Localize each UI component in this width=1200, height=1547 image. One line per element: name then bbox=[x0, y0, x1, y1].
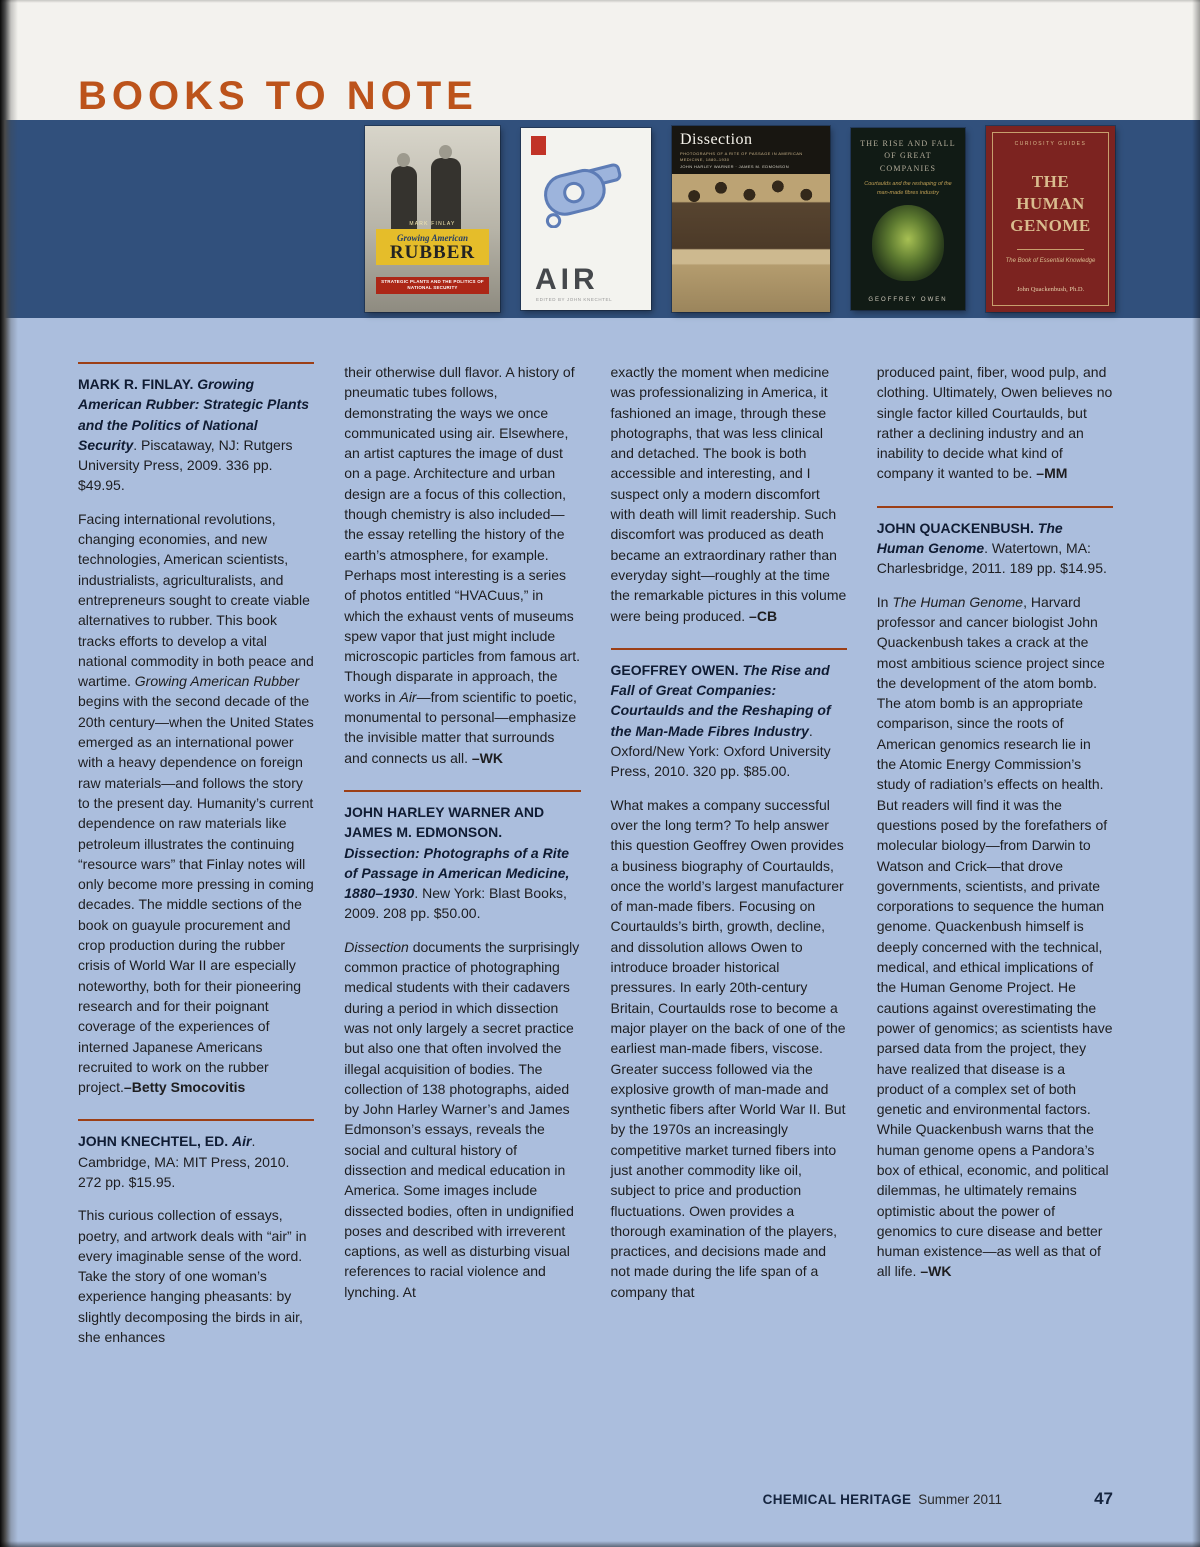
text-run: –WK bbox=[920, 1263, 952, 1280]
review-paragraph bbox=[877, 592, 1113, 1282]
text-run: Air bbox=[232, 1133, 252, 1150]
cover-title-main: RUBBER bbox=[389, 242, 476, 263]
cover-author: MARK FINLAY bbox=[409, 221, 456, 227]
section-rule bbox=[877, 506, 1113, 508]
magazine-name: CHEMICAL HERITAGE bbox=[762, 1492, 912, 1507]
review-citation bbox=[611, 660, 847, 782]
text-run: –Betty Smocovitis bbox=[123, 1079, 246, 1096]
publisher-logo bbox=[531, 136, 546, 155]
review-citation bbox=[344, 802, 580, 924]
text-run: documents the surprisingly common practice of photographing medical students with their cadavers during a period in which dissection was not only largely a secret practice but also one that often involved the illegal acquisition of bodies. The collection of 138 photographs, aided by John Harley Warner’s and James Edmonson’s essays, reveals the social and cultural history of dissection and medical education in America. Some images include dissected bodies, often in undignified poses and described with irreverent captions, as well as disturbing visual references to racial violence and lynching. At bbox=[344, 938, 580, 1300]
book-cover-growing-american-rubber bbox=[365, 126, 500, 312]
text-run: . Piscataway, NJ: Rutgers University Press, 2009. 336 pp. $49.95. bbox=[78, 436, 293, 494]
text-run: JOHN HARLEY WARNER AND JAMES M. EDMONSON. bbox=[344, 803, 545, 841]
text-run: –MM bbox=[1036, 465, 1068, 482]
cover-series: CURIOSITY GUIDES bbox=[1014, 141, 1087, 147]
review-paragraph bbox=[877, 362, 1113, 484]
cover-artwork bbox=[872, 205, 944, 281]
cover-title-box bbox=[376, 229, 489, 265]
cover-authors: JOHN HARLEY WARNER · JAMES M. EDMONSON bbox=[680, 164, 789, 170]
review-paragraph bbox=[611, 795, 847, 1302]
text-run: MARK R. FINLAY. bbox=[78, 376, 198, 392]
text-run: Growing American Rubber bbox=[134, 673, 300, 690]
section-rule bbox=[611, 648, 847, 650]
review-paragraph bbox=[344, 362, 580, 768]
cover-frame bbox=[992, 132, 1109, 306]
cover-title-block bbox=[672, 126, 830, 174]
issue-label: Summer 2011 bbox=[918, 1492, 1003, 1507]
review-columns bbox=[78, 362, 1113, 1360]
text-run: . Cambridge, MA: MIT Press, 2010. 272 pp. $15.95. bbox=[78, 1133, 290, 1190]
text-run: This curious collection of essays, poetry, and artwork deals with “air” in every imaginable sense of the word. Take the story of one woman’s experience hanging pheasants: by slightly decomposing the birds in air, she enhances bbox=[78, 1207, 307, 1346]
review-paragraph bbox=[78, 509, 314, 1098]
text-run: . New York: Blast Books, 2009. 208 pp. $50.00. bbox=[344, 885, 567, 922]
text-column-3 bbox=[611, 362, 847, 1315]
cover-credit: EDITED BY JOHN KNECHTEL bbox=[536, 297, 613, 302]
text-run: –CB bbox=[749, 607, 778, 624]
cover-photo bbox=[672, 174, 830, 312]
review-paragraph bbox=[78, 1205, 314, 1347]
text-run: Dissection: Photographs of a Rite of Passage in American Medicine, 1880–1930 bbox=[344, 844, 570, 902]
cover-title: THE HUMAN GENOME bbox=[1010, 172, 1091, 236]
text-run: GEOFFREY OWEN. bbox=[610, 661, 743, 678]
cover-photo-figure-head bbox=[439, 145, 452, 159]
text-column-4 bbox=[877, 362, 1113, 1295]
text-run: their otherwise dull flavor. A history of pneumatic tubes follows, demonstrating the ways we once communicated using air. Elsewhere, an artist captures the image of dust on a page. Architecture and urban design are a focus of this collection, though chemistry is also included—the essay retelling the history of the earth’s atmosphere, for example. Perhaps most interesting is a series of photos entitled “HVACuus,” in which the exhaust vents of museums spew vapor that just might include microscopic particles from famous art. Though disparate in approach, the works in bbox=[344, 364, 580, 705]
book-cover-dissection bbox=[672, 126, 830, 312]
cover-photo-figure-head bbox=[397, 153, 410, 167]
text-run: Dissection bbox=[344, 938, 409, 955]
review-citation bbox=[78, 1131, 314, 1192]
text-run: JOHN QUACKENBUSH. bbox=[876, 519, 1038, 536]
text-run: The Human Genome bbox=[876, 519, 1063, 557]
cover-title: AIR bbox=[535, 263, 599, 296]
text-run: , Harvard professor and cancer biologist John Quackenbush takes a crack at the most ambitious science project since the development of the atom bomb. The atom bomb is an appropriate comparison, since the roots of American genomics research lie in the Atomic Energy Commission’s study of radiation’s effects on health. But readers will find it was the questions posed by the forefathers of molecular biology—from Darwin to Watson and Crick—that drove governments, scientists, and private corporations to sequence the human genome. Quackenbush himself is deeply concerned with the technical, medical, and ethical implications of the Human Genome Project. He cautions against overestimating the power of genomics; as scientists have parsed data from the project, they have realized that disease is a product of a complex set of both genetic and environmental factors. While Quackenbush warns that the human genome opens a Pandora’s box of ethical, economic, and political dilemmas, he ultimately remains optimistic about the power of genomics to cure disease and better human existence—as well as that of all life. bbox=[876, 593, 1113, 1280]
cover-subtitle: PHOTOGRAPHS OF A RITE OF PASSAGE IN AMERICAN MEDICINE, 1880–1930 bbox=[680, 151, 803, 162]
masthead bbox=[0, 0, 1200, 120]
text-run: —from scientific to poetic, monumental to personal—emphasize the invisible matter that surrounds and connects us all. bbox=[344, 688, 577, 766]
page-footer bbox=[78, 1489, 1113, 1547]
page-number: 47 bbox=[1094, 1489, 1113, 1508]
book-cover-human-genome bbox=[986, 126, 1115, 312]
cover-divider bbox=[1017, 249, 1084, 250]
text-run: . Watertown, MA: Charlesbridge, 2011. 189 pp. $14.95. bbox=[876, 540, 1107, 577]
text-run: . Oxford/New York: Oxford University Press, 2010. 320 pp. $85.00. bbox=[610, 722, 831, 780]
text-run: begins with the second decade of the 20th century—when the United States emerged as an international power with a heavy dependence on foreign raw materials—and follows the story to the present day. Humanity’s current dependence on raw materials like petroleum illustrates the continuing “resource wars” that Finlay notes will only become more pressing in coming decades. The middle sections of the book on guayule procurement and crop production during the rubber crisis of World War II are especially noteworthy, both for their pioneering research and for their poignant coverage of the experiences of interned Japanese Americans recruited to work on the rubber project. bbox=[78, 693, 314, 1096]
review-paragraph bbox=[611, 362, 847, 626]
review-citation bbox=[877, 518, 1113, 579]
cover-subtitle: Courtaulds and the reshaping of the man-made fibres industry bbox=[864, 181, 952, 196]
text-run: exactly the moment when medicine was professionalizing in America, it fashioned an image, through these photographs, that was less clinical and detached. The book is both accessible and interesting, and I suspect only a modern discomfort with death will limit readership. Such discomfort was produced as death became an extraordinary rather than everyday sight—roughly at the time the remarkable pictures in this volume were being produced. bbox=[610, 364, 847, 624]
cover-author: GEOFFREY OWEN bbox=[868, 297, 948, 303]
text-run: What makes a company successful over the long term? To help answer this question Geoffrey Owen provides a business biography of Courtaulds, once the world’s largest manufacturer of man-made fibers. Focusing on Courtaulds’s birth, growth, decline, and dissolution allows Owen to introduce broader historical pressures. In early 20th-century Britain, Courtaulds rose to become a major player on the back of one of the earliest man-made fibers, viscose. Greater success followed via the explosive growth of man-made and synthetic fibers after World War II. But by the 1970s an increasingly competitive market turned fibers into just another commodity like oil, subject to price and production fluctuations. Owen provides a thorough examination of the players, practices, and decisions made and not made during the life span of a company that bbox=[610, 796, 846, 1300]
whistle-illustration bbox=[534, 154, 636, 228]
text-run: Facing international revolutions, changing economies, and new technologies, American scientists, industrialists, agriculturalists, and entrepreneurs sought to create viable alternatives to rubber. This book tracks efforts to develop a vital national commodity in both peace and wartime. bbox=[78, 510, 314, 690]
covers-band bbox=[0, 120, 1200, 318]
cover-title: Dissection bbox=[680, 131, 753, 148]
text-run: In bbox=[876, 593, 893, 610]
section-rule bbox=[78, 1119, 314, 1121]
section-rule bbox=[78, 362, 314, 364]
text-run: produced paint, fiber, wood pulp, and clothing. Ultimately, Owen believes no single factor killed Courtaulds, but rather a declining industry and an inability to decide what kind of company it wanted to be. bbox=[876, 364, 1113, 482]
text-run: Growing American Rubber: Strategic Plants and the Politics of National Security bbox=[78, 376, 310, 453]
cover-author: John Quackenbush, Ph.D. bbox=[1016, 286, 1085, 293]
review-citation bbox=[78, 374, 314, 496]
page-title: BOOKS TO NOTE bbox=[78, 74, 478, 118]
text-column-2 bbox=[344, 362, 580, 1315]
book-cover-air bbox=[521, 128, 651, 310]
cover-title-top: Growing American bbox=[397, 233, 468, 243]
cover-subtitle: The Book of Essential Knowledge bbox=[1005, 258, 1096, 265]
review-paragraph bbox=[344, 937, 580, 1302]
text-run: The Rise and Fall of Great Companies: Courtaulds and the Reshaping of the Man-Made Fibres Industry bbox=[610, 661, 831, 739]
text-run: JOHN KNECHTEL, ED. bbox=[78, 1133, 233, 1150]
text-column-1 bbox=[78, 362, 314, 1360]
text-run: Air bbox=[399, 688, 417, 705]
cover-subtitle-banner: STRATEGIC PLANTS AND THE POLITICS OF NATIONAL SECURITY bbox=[376, 277, 489, 294]
section-rule bbox=[344, 790, 580, 792]
cover-title: THE RISE AND FALL OF GREAT COMPANIES bbox=[860, 139, 956, 173]
book-cover-rise-and-fall bbox=[851, 128, 965, 310]
reviews-section bbox=[0, 318, 1200, 1547]
text-run: The Human Genome bbox=[892, 593, 1024, 610]
text-run: –WK bbox=[471, 749, 504, 766]
